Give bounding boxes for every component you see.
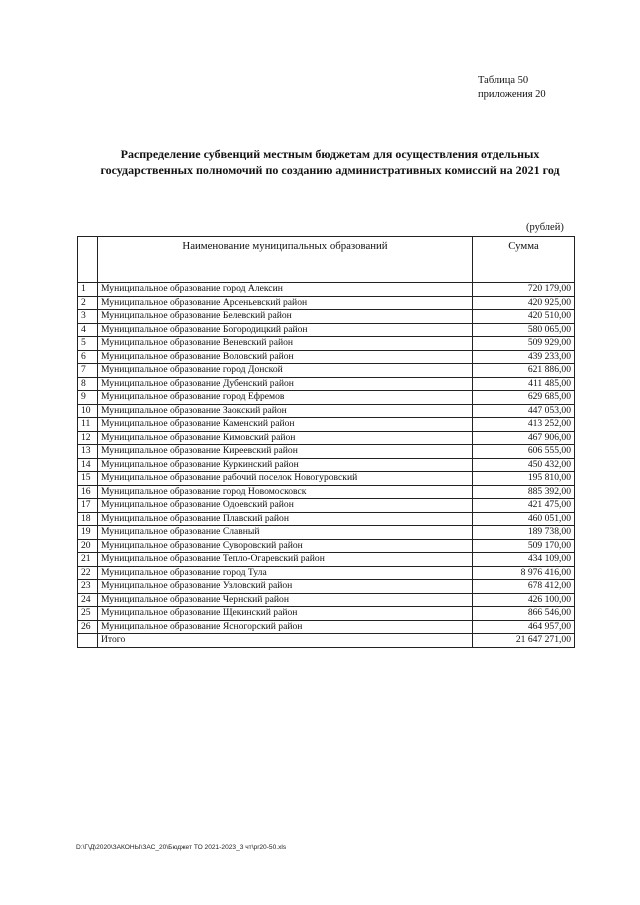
row-number: 9 (78, 391, 98, 405)
table-row (78, 472, 575, 486)
table-row (78, 337, 575, 351)
amount: 580 065,00 (473, 323, 575, 337)
table-row (78, 485, 575, 499)
row-number: 20 (78, 539, 98, 553)
title-line-2: государственных полномочий по созданию административных комиссий на 2021 год (100, 163, 560, 177)
table-row (78, 499, 575, 513)
row-number: 15 (78, 472, 98, 486)
municipality-name: Муниципальное образование рабочий поселок Новогуровский (98, 472, 473, 486)
amount: 413 252,00 (473, 418, 575, 432)
municipality-name: Муниципальное образование Щекинский район (98, 607, 473, 621)
amount: 885 392,00 (473, 485, 575, 499)
row-number: 4 (78, 323, 98, 337)
municipality-name: Муниципальное образование город Алексин (98, 283, 473, 297)
municipality-name: Муниципальное образование город Донской (98, 364, 473, 378)
total-label: Итого (98, 634, 473, 648)
table-reference (478, 74, 546, 102)
table-header-row (78, 237, 575, 283)
municipality-name: Муниципальное образование Плавский район (98, 512, 473, 526)
municipality-name: Муниципальное образование Заокский район (98, 404, 473, 418)
header-sum-cell: Сумма (473, 237, 575, 283)
row-number: 6 (78, 350, 98, 364)
table-row (78, 323, 575, 337)
municipality-name: Муниципальное образование Чернский район (98, 593, 473, 607)
file-path: D:\Г\Д\2020\ЗАКОНЫ\ЗАС_20\Бюджет ТО 2021-2023_3 чт\pr20-50.xls (76, 844, 287, 851)
municipality-name: Муниципальное образование Одоевский район (98, 499, 473, 513)
row-number: 1 (78, 283, 98, 297)
title-line-1: Распределение субвенций местным бюджетам для осуществления отдельных (120, 147, 540, 161)
total-row (78, 634, 575, 648)
municipality-name: Муниципальное образование Суворовский район (98, 539, 473, 553)
table-row (78, 539, 575, 553)
row-number: 19 (78, 526, 98, 540)
table-row (78, 526, 575, 540)
amount: 411 485,00 (473, 377, 575, 391)
amount: 189 738,00 (473, 526, 575, 540)
appendix-label: приложения 20 (478, 89, 546, 100)
header-num-cell (78, 237, 98, 283)
municipality-name: Муниципальное образование Богородицкий район (98, 323, 473, 337)
amount: 420 510,00 (473, 310, 575, 324)
amount: 426 100,00 (473, 593, 575, 607)
municipality-name: Муниципальное образование город Тула (98, 566, 473, 580)
table-row (78, 310, 575, 324)
row-number: 10 (78, 404, 98, 418)
municipality-name: Муниципальное образование Куркинский район (98, 458, 473, 472)
amount: 8 976 416,00 (473, 566, 575, 580)
amount: 606 555,00 (473, 445, 575, 459)
table-row (78, 350, 575, 364)
amount: 439 233,00 (473, 350, 575, 364)
table-row (78, 458, 575, 472)
table-body (78, 283, 575, 648)
table-row (78, 296, 575, 310)
amount: 509 170,00 (473, 539, 575, 553)
amount: 434 109,00 (473, 553, 575, 567)
municipality-name: Муниципальное образование город Новомосковск (98, 485, 473, 499)
table-row (78, 607, 575, 621)
municipality-name: Муниципальное образование Белевский район (98, 310, 473, 324)
row-number: 16 (78, 485, 98, 499)
amount: 450 432,00 (473, 458, 575, 472)
amount: 447 053,00 (473, 404, 575, 418)
row-number: 21 (78, 553, 98, 567)
amount: 678 412,00 (473, 580, 575, 594)
table-row (78, 593, 575, 607)
table-row (78, 364, 575, 378)
row-number: 2 (78, 296, 98, 310)
amount: 420 925,00 (473, 296, 575, 310)
document-title (60, 146, 600, 178)
amount: 421 475,00 (473, 499, 575, 513)
header-name-cell: Наименование муниципальных образований (98, 237, 473, 283)
table-row (78, 404, 575, 418)
municipality-name: Муниципальное образование Арсеньевский район (98, 296, 473, 310)
row-number: 14 (78, 458, 98, 472)
total-num-cell (78, 634, 98, 648)
amount: 460 051,00 (473, 512, 575, 526)
municipality-name: Муниципальное образование Ясногорский район (98, 620, 473, 634)
amount: 866 546,00 (473, 607, 575, 621)
row-number: 26 (78, 620, 98, 634)
municipality-name: Муниципальное образование Тепло-Огаревский район (98, 553, 473, 567)
row-number: 18 (78, 512, 98, 526)
table-row (78, 620, 575, 634)
table-row (78, 445, 575, 459)
units-label: (рублей) (526, 222, 564, 233)
table-label: Таблица 50 (478, 75, 529, 86)
amount: 467 906,00 (473, 431, 575, 445)
total-amount: 21 647 271,00 (473, 634, 575, 648)
amount: 621 886,00 (473, 364, 575, 378)
municipality-name: Муниципальное образование Веневский район (98, 337, 473, 351)
table-row (78, 391, 575, 405)
table-row (78, 283, 575, 297)
municipality-name: Муниципальное образование Дубенский район (98, 377, 473, 391)
municipality-name: Муниципальное образование Узловский район (98, 580, 473, 594)
row-number: 11 (78, 418, 98, 432)
municipality-name: Муниципальное образование Кимовский район (98, 431, 473, 445)
table-row (78, 431, 575, 445)
municipality-name: Муниципальное образование Славный (98, 526, 473, 540)
municipality-name: Муниципальное образование Воловский район (98, 350, 473, 364)
row-number: 3 (78, 310, 98, 324)
amount: 509 929,00 (473, 337, 575, 351)
row-number: 17 (78, 499, 98, 513)
row-number: 22 (78, 566, 98, 580)
table-row (78, 553, 575, 567)
municipality-name: Муниципальное образование Каменский район (98, 418, 473, 432)
municipality-name: Муниципальное образование Киреевский район (98, 445, 473, 459)
row-number: 8 (78, 377, 98, 391)
amount: 720 179,00 (473, 283, 575, 297)
row-number: 13 (78, 445, 98, 459)
municipality-name: Муниципальное образование город Ефремов (98, 391, 473, 405)
row-number: 25 (78, 607, 98, 621)
subsidy-table (77, 236, 575, 648)
row-number: 23 (78, 580, 98, 594)
table-row (78, 566, 575, 580)
row-number: 7 (78, 364, 98, 378)
table-row (78, 377, 575, 391)
table-row (78, 580, 575, 594)
table-row (78, 418, 575, 432)
table-row (78, 512, 575, 526)
amount: 195 810,00 (473, 472, 575, 486)
row-number: 12 (78, 431, 98, 445)
amount: 629 685,00 (473, 391, 575, 405)
row-number: 24 (78, 593, 98, 607)
amount: 464 957,00 (473, 620, 575, 634)
row-number: 5 (78, 337, 98, 351)
